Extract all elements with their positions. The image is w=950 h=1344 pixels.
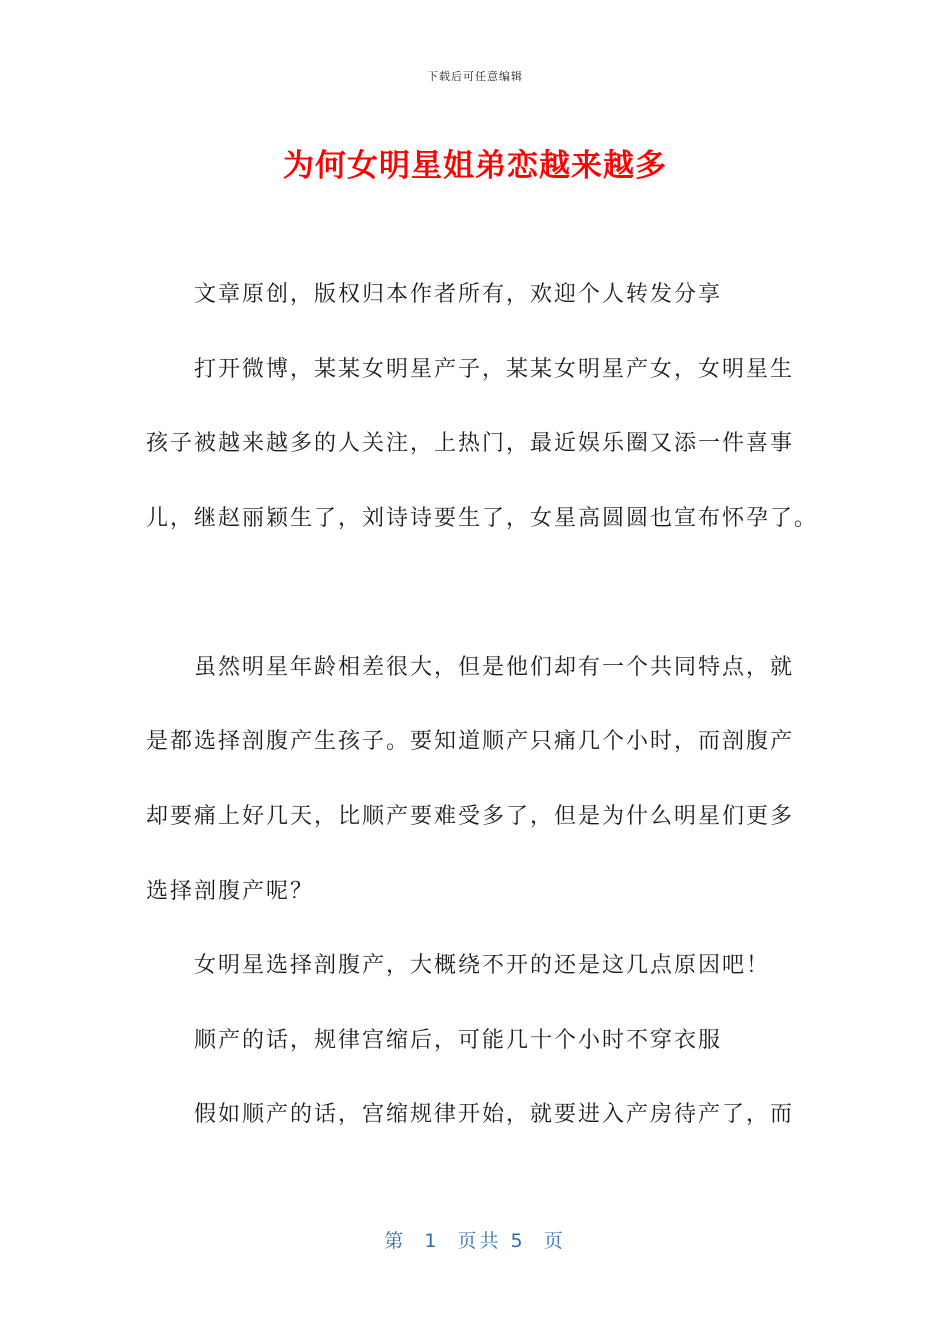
paragraph-line: 却要痛上好几天，比顺产要难受多了，但是为什么明星们更多 — [146, 804, 795, 829]
paragraph-line: 假如顺产的话，宫缩规律开始，就要进入产房待产了，而 — [194, 1102, 795, 1127]
paragraph-line: 文章原创，版权归本作者所有，欢迎个人转发分享 — [194, 282, 723, 307]
paragraph-line: 顺产的话，规律宫缩后，可能几十个小时不穿衣服 — [194, 1028, 723, 1053]
paragraph-line: 是都选择剖腹产生孩子。要知道顺产只痛几个小时，而剖腹产 — [146, 729, 795, 754]
document-title: 为何女明星姐弟恋越来越多 — [283, 148, 667, 184]
paragraph-line: 虽然明星年龄相差很大，但是他们却有一个共同特点，就 — [194, 655, 795, 680]
paragraph-line: 打开微博，某某女明星产子，某某女明星产女，女明星生 — [194, 357, 795, 382]
paragraph-line: 儿，继赵丽颖生了，刘诗诗要生了，女星高圆圆也宣布怀孕了。 — [146, 506, 819, 531]
page-header: 下载后可任意编辑 — [427, 70, 523, 83]
paragraph-line: 女明星选择剖腹产，大概绕不开的还是这几点原因吧！ — [194, 953, 771, 978]
paragraph-line: 选择剖腹产呢？ — [146, 879, 315, 904]
page-number-footer: 第 1 页共 5 页 — [384, 1230, 566, 1252]
paragraph-line: 孩子被越来越多的人关注，上热门，最近娱乐圈又添一件喜事 — [146, 431, 795, 456]
